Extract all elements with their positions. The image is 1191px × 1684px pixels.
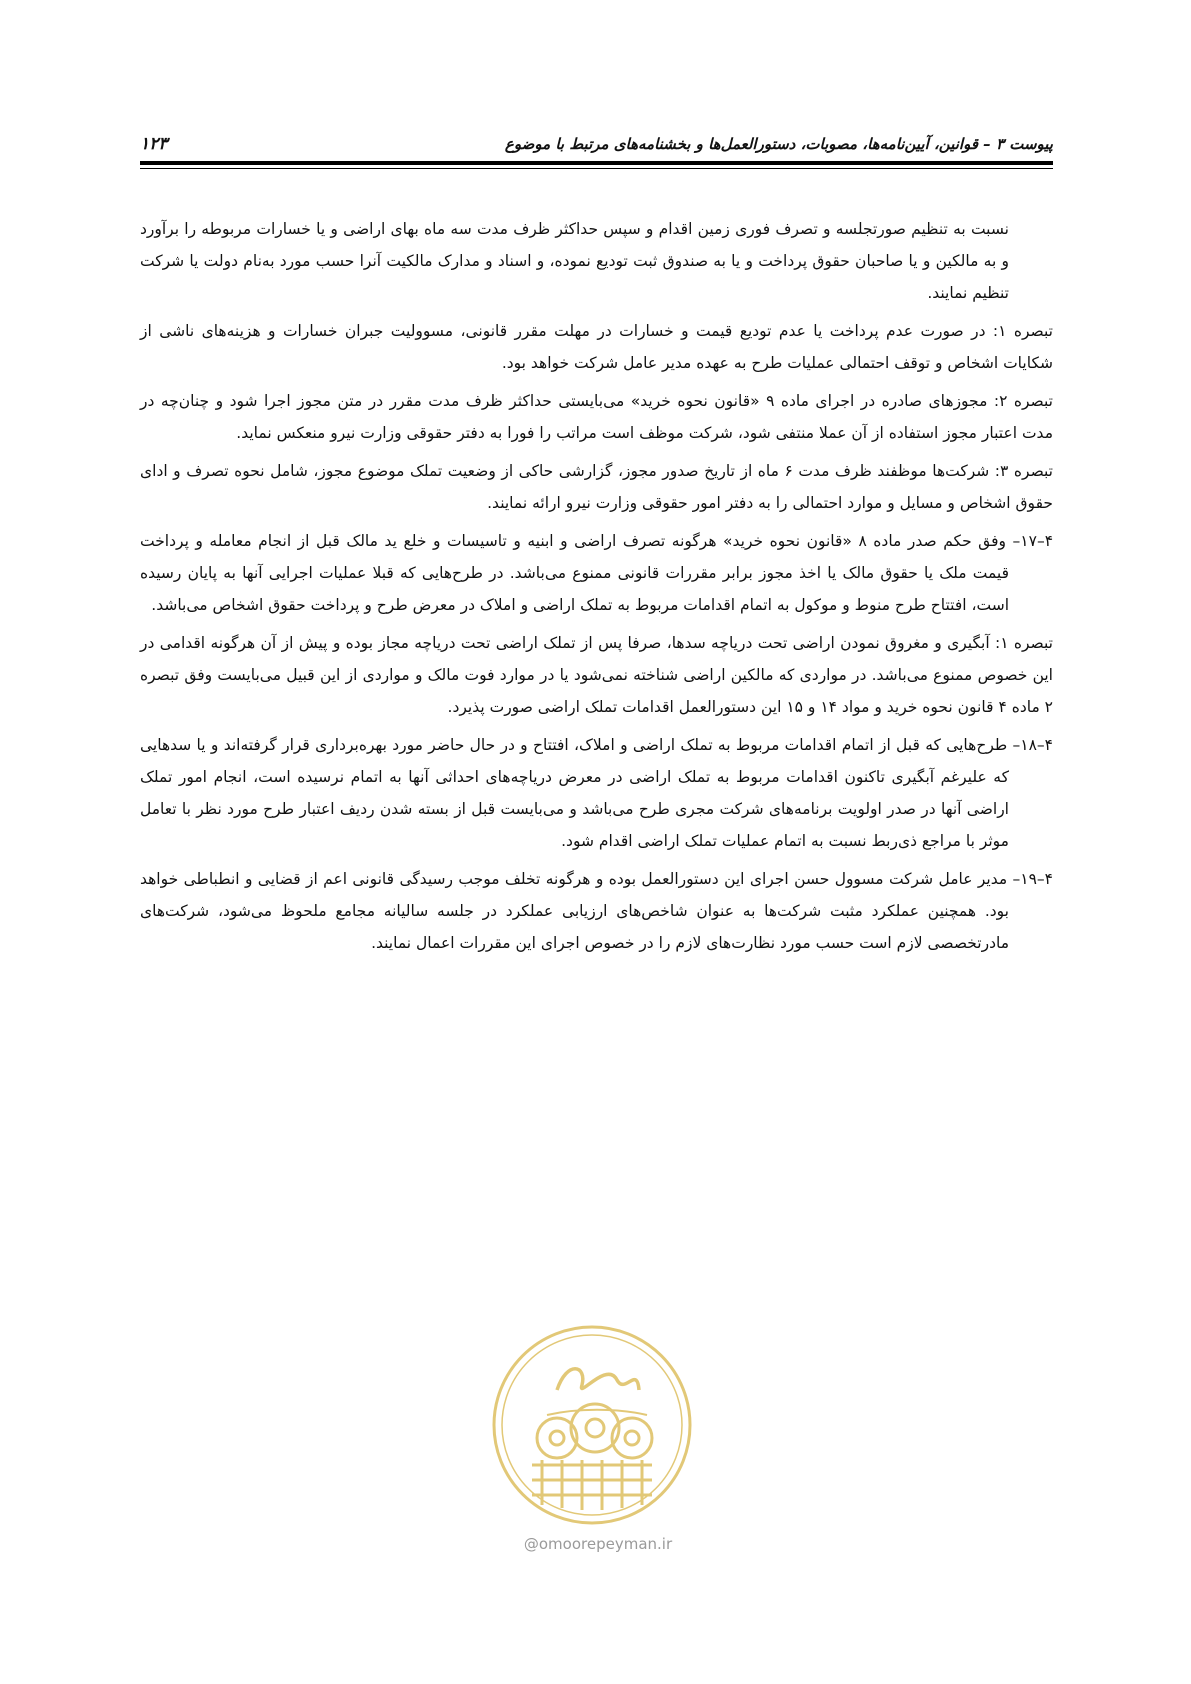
note-4-17-1: تبصره ۱: آبگیری و مغروق نمودن اراضی تحت دریاچه سدها، صرفا پس از تملک اراضی تحت دریاچه مجاز بوده و پیش از آن هرگونه اقدامی در این خصوص ممنوع می‌باشد. در مواردی که مالکین اراضی شناخته نمی‌شود یا در موارد فوت مالک و مواردی از این قبیل می‌بایست وفق تبصره ۲ ماده ۴ قانون نحوه خرید و مواد ۱۴ و ۱۵ این دستورالعمل اقدامات تملک اراضی صورت پذیرد.: [140, 634, 1053, 716]
running-title: پیوست ۳ – قوانین، آیین‌نامه‌ها، مصوبات، دستورالعمل‌ها و بخشنامه‌های مرتبط با موضوع: [504, 135, 1053, 153]
note-1: تبصره ۱: در صورت عدم پرداخت یا عدم تودیع قیمت و خسارات در مهلت مقرر قانونی، مسوولیت جبران خسارات و هزینه‌های ناشی از شکایات اشخاص و توقف احتمالی عملیات طرح به عهده مدیر عامل شرکت خواهد بود.: [140, 322, 1053, 372]
watermark-url: @omoorepeyman.ir: [523, 1535, 673, 1553]
page-header: [140, 130, 1053, 158]
note-2: تبصره ۲: مجوزهای صادره در اجرای ماده ۹ «قانون نحوه خرید» می‌بایستی حداکثر ظرف مدت مقرر در متن مجوز اجرا شود و چنان‌چه در مدت اعتبار مجوز استفاده از آن عملا منتفی شود، شرکت موظف است مراتب را فورا به دفتر حقوقی وزارت نیرو منعکس نماید.: [140, 392, 1053, 442]
note-3: تبصره ۳: شرکت‌ها موظفند ظرف مدت ۶ ماه از تاریخ صدور مجوز، گزارشی حاکی از وضعیت تملک موضوع مجوز، شامل نحوه تصرف و ادای حقوق اشخاص و مسایل و موارد احتمالی را به دفتر امور حقوقی وزارت نیرو ارائه نمایند.: [140, 462, 1053, 512]
watermark-seal: [487, 1320, 697, 1530]
body-text: [140, 213, 1053, 965]
clause-4-18: ۴–۱۸– طرح‌هایی که قبل از اتمام اقدامات مربوط به تملک اراضی و املاک، افتتاح و در حال حاضر مورد بهره‌برداری قرار گرفته‌اند و یا سدهایی که علیرغم آبگیری تاکنون اقدامات مربوط به تملک اراضی در معرض دریاچه‌های احداثی آنها به اتمام نرسیده است، انجام امور تملک اراضی آنها در صدر اولویت برنامه‌های شرکت مجری طرح می‌باشد و می‌بایست قبل از بسته شدن ردیف اعتبار طرح مورد نظر با تعامل موثر با مراجع ذی‌ربط نسبت به اتمام عملیات تملک اراضی اقدام شود.: [140, 736, 1053, 850]
header-rule-thin: [140, 168, 1053, 169]
header-rule: [140, 161, 1053, 165]
clause-4-17: ۴–۱۷– وفق حکم صدر ماده ۸ «قانون نحوه خرید» هرگونه تصرف اراضی و ابنیه و تاسیسات و خلع ید مالک قبل از انجام معامله و پرداخت قیمت ملک یا حقوق مالک یا اخذ مجوز برابر مقررات قانونی ممنوع می‌باشد. در طرح‌هایی که قبلا عملیات اجرایی آنها به پایان رسیده است، افتتاح طرح منوط و موکول به اتمام اقدامات مربوط به تملک اراضی و املاک در معرض طرح و پرداخت حقوق اشخاص می‌باشد.: [140, 532, 1054, 614]
page-number: ۱۲۳: [140, 134, 168, 154]
clause-4-19: ۴–۱۹– مدیر عامل شرکت مسوول حسن اجرای این دستورالعمل بوده و هرگونه تخلف موجب رسیدگی قانونی اعم از قضایی و انطباطی خواهد بود. همچنین عملکرد مثبت شرکت‌ها به عنوان شاخص‌های ارزیابی عملکرد در جلسه سالیانه مجامع ملحوظ می‌شود، شرکت‌های مادرتخصصی لازم است حسب مورد نظارت‌های لازم را در خصوص اجرای این مقررات اعمال نمایند.: [140, 870, 1053, 952]
paragraph-continuation: نسبت به تنظیم صورتجلسه و تصرف فوری زمین اقدام و سپس حداکثر ظرف مدت سه ماه بهای اراضی و یا خسارات مربوطه را برآورد و به مالکین و یا صاحبان حقوق پرداخت و یا به صندوق ثبت تودیع نموده، و اسناد و مدارک مالکیت آنرا حسب مورد به‌نام دولت یا شرکت تنظیم نمایند.: [140, 220, 1009, 302]
